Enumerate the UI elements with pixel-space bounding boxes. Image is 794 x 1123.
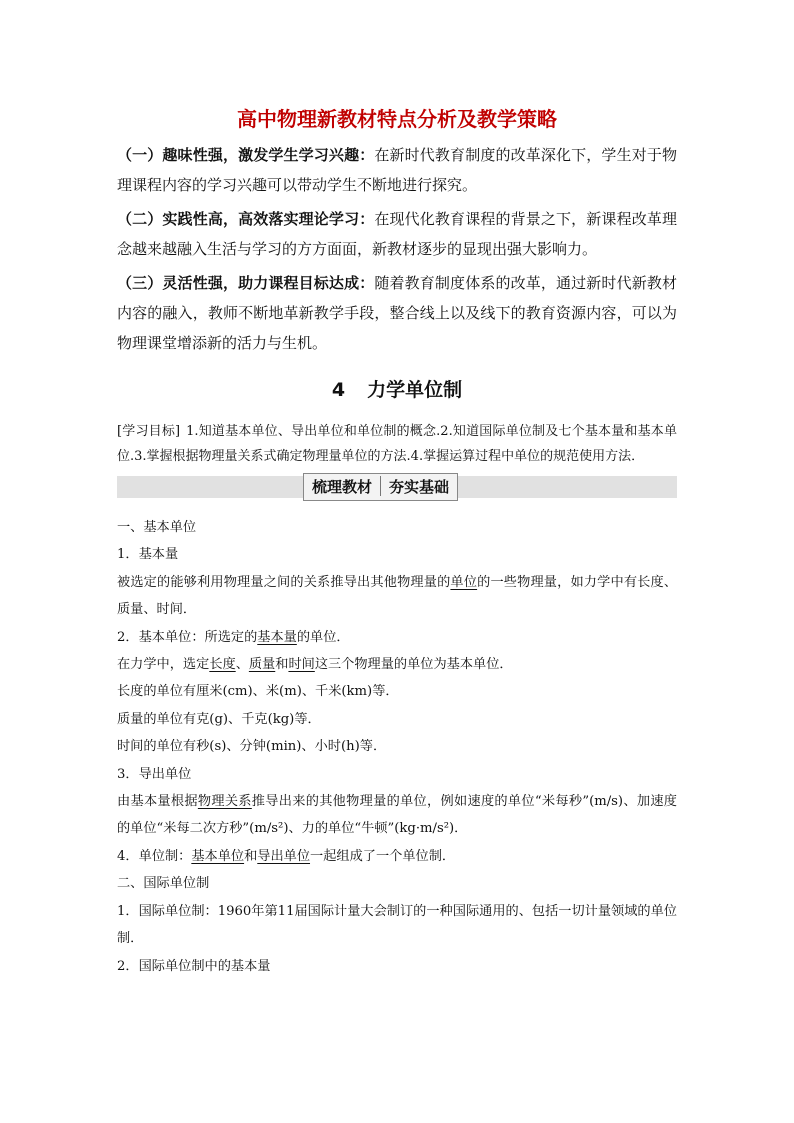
intro-lead-1: （一）趣味性强，激发学生学习兴趣： (117, 146, 375, 164)
learning-goals (117, 420, 677, 469)
si-definition: 1．国际单位制：1960年第11届国际计量大会制订的一种国际通用的、包括一切计量领域的单位制． (117, 903, 677, 947)
intro-paragraph-1 (117, 140, 677, 200)
section-left-label: 梳理教材 (312, 478, 373, 496)
underlined-term: 导出单位 (257, 848, 311, 864)
body-text (117, 514, 677, 980)
underlined-term: 基本量 (257, 629, 297, 645)
intro-lead-3: （三）灵活性强，助力课程目标达成： (117, 274, 375, 292)
text-span: 的单位． (296, 629, 350, 645)
intro-text-1: 在新时代教育制度的改革深化下，学生对于物理课程内容的学习兴趣可以带动学生不断地进行探究。 (117, 146, 677, 194)
intro-paragraph-3 (117, 268, 677, 358)
text-span: 和 (275, 657, 289, 673)
time-units: 时间的单位有秒(s)、分钟(min)、小时(h)等． (117, 739, 387, 755)
text-span: 推导出来的其他物理量的单位，例如速度的单位“米每秒”(m/s)、加速度的单位“米每二次方秒”(m/s²)、力的单位“牛顿”(kg·m/s²)． (117, 794, 677, 837)
underlined-term: 物理关系 (197, 794, 252, 810)
unit-system-definition (117, 843, 677, 870)
page-content (117, 100, 677, 980)
section-banner (117, 476, 677, 498)
item-basic-quantity-title: 1．基本量 (117, 547, 179, 563)
lesson-heading (117, 376, 677, 404)
text-span: 和 (244, 848, 258, 864)
text-span: 2．基本单位：所选定的 (117, 629, 258, 645)
underlined-term: 单位 (450, 574, 478, 590)
underlined-term: 质量 (248, 657, 276, 673)
intro-lead-2: （二）实践性高，高效落实理论学习： (117, 210, 375, 228)
underlined-term: 长度 (209, 657, 236, 673)
intro-text-2: 在现代化教育课程的背景之下，新课程改革理念越来越融入生活与学习的方方面面，新教材逐步的显现出强大影响力。 (117, 210, 677, 258)
text-span: 由基本量根据 (117, 794, 198, 810)
section-banner-box (303, 473, 458, 501)
si-base-quantities: 2．国际单位制中的基本量 (117, 958, 271, 974)
underlined-term: 时间 (288, 657, 315, 673)
heading-basic-units: 一、基本单位 (117, 520, 197, 535)
text-span: 的一些物理量，如力学中有长度、质量、时间． (117, 574, 678, 618)
mechanics-basic-units (117, 651, 677, 678)
text-span: 一起组成了一个单位制． (310, 848, 456, 864)
basic-unit-definition (117, 624, 677, 651)
text-span: 、 (235, 657, 249, 673)
underlined-term: 基本单位 (191, 848, 245, 864)
text-span: 这三个物理量的单位为基本单位． (314, 657, 513, 673)
text-span: 4．单位制： (117, 848, 192, 864)
length-units: 长度的单位有厘米(cm)、米(m)、千米(km)等． (117, 684, 399, 700)
lesson-number: 4 (331, 379, 346, 401)
goals-tag: [学习目标] (117, 424, 181, 439)
text-span: 在力学中，选定 (117, 657, 210, 673)
item-derived-unit-title: 3．导出单位 (117, 766, 192, 782)
lesson-title: 力学单位制 (367, 379, 463, 401)
intro-text-3: 随着教育制度体系的改革，通过新时代新教材内容的融入，教师不断地革新教学手段，整合线上以及线下的教育资源内容，可以为物理课堂增添新的活力与生机。 (117, 274, 677, 352)
section-right-label: 夯实基础 (389, 478, 450, 496)
page-title: 高中物理新教材特点分析及教学策略 (237, 107, 557, 131)
basic-quantity-definition (117, 569, 677, 624)
derived-unit-definition (117, 788, 677, 843)
goals-text: 1.知道基本单位、导出单位和单位制的概念.2.知道国际单位制及七个基本量和基本单位.3.掌握根据物理量关系式确定物理量单位的方法.4.掌握运算过程中单位的规范使用方法． (117, 424, 677, 464)
intro-paragraph-2 (117, 204, 677, 264)
heading-si-units: 二、国际单位制 (117, 876, 210, 892)
text-span: 被选定的能够利用物理量之间的关系推导出其他物理量的 (117, 574, 451, 590)
section-divider (380, 476, 381, 496)
mass-units: 质量的单位有克(g)、千克(kg)等． (117, 711, 321, 727)
